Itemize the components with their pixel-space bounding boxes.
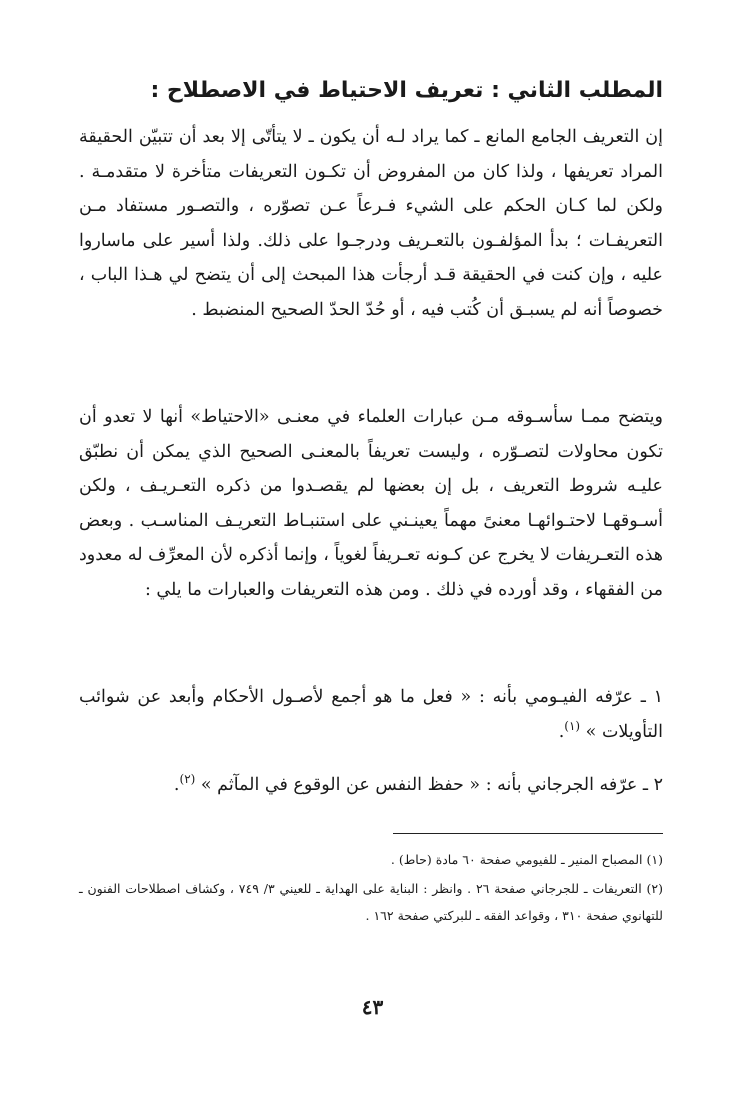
- page-number: ٤٣: [361, 995, 384, 1019]
- footnote-2: (٢) التعريفات ـ للجرجاني صفحة ٢٦ . وانظر : البناية على الهداية ـ للعيني ٣/ ٧٤٩ ، وكشاف اصطلاحات الفنون ـ للتهانوي صفحة ٣١٠ ، وقواعد الفقه ـ للبركتي صفحة ١٦٢ .: [79, 881, 664, 923]
- paragraph-text: ويتضح ممـا سأسـوقه مـن عبارات العلماء في معنـى «الاحتياط» أنها لا تعدو أن تكون محاولات لتصـوّره ، وليست تعريفاً بالمعنـى الصحيح الذي يمكن أن نطبّق عليـه شروط التعريف ، بل إن بعضها لم يقصـدوا من ذكره التعـريـف ، ولكن أسـوقهـا لاحتـوائهـا معنىً مهماً يعينـني على استنبـاط التعريـف المناسـب . وبعض هذه التعـريفات لا يخرج عن كـونه تعـريفاً لغوياً ، وإنما أذكره لأن المعرِّف له معدود من الفقهاء ، وقد أورده في ذلك . ومن هذه التعريفات والعبارات ما يلي :: [79, 407, 663, 600]
- sentence-end: .: [558, 721, 565, 742]
- paragraph-scholars-statements: [79, 400, 663, 608]
- footnote-1: (١) المصباح المنير ـ للفيومي صفحة ٦٠ مادة (حاط) .: [390, 852, 663, 867]
- paragraph-definition-intro: [79, 120, 663, 328]
- footnote-divider: [393, 833, 663, 834]
- definition-text: ٢ ـ عرّفه الجرجاني بأنه : « حفظ النفس عن الوقوع في المآثم »: [200, 775, 663, 795]
- section-heading: المطلب الثاني : تعريف الاحتياط في الاصطلاح :: [150, 78, 663, 103]
- definition-item: [79, 680, 663, 749]
- footnote-reference[interactable]: (١): [564, 718, 581, 733]
- sentence-end: .: [173, 775, 180, 795]
- definition-item-2: [79, 768, 663, 803]
- footnote-reference[interactable]: (٢): [179, 772, 196, 787]
- definition-text: ١ ـ عرّفه الفيـومي بأنه : « فعل ما هو أجمع لأصـول الأحكام وأبعد عن شوائب التأويلات »: [79, 687, 663, 742]
- definition-item-1: [79, 680, 663, 749]
- paragraph-text: إن التعريف الجامع المانع ـ كما يراد لـه أن يكون ـ لا يتأتّى إلا بعد أن تتبيّن الحقيقة المراد تعريفها ، ولذا كان من المفروض أن تكـون التعريفات متأخرة لا متقدمـة . ولكن لما كـان الحكم على الشيء فـرعاً عـن تصوّره ، والتصـور مستفاد مـن التعريفـات ؛ بدأ المؤلفـون بالتعـريف ودرجـوا على ذلك. ولذا أسير على ماساروا عليه ، وإن كنت في الحقيقة قـد أرجأت هذا المبحث إلى أن يتضح لي هـذا الباب ، خصوصاً أنه لم يسبـق أن كُتب فيه ، أو حُدّ الحدّ الصحيح المنضبط .: [79, 127, 663, 320]
- definition-item: [79, 768, 663, 803]
- footnotes: [79, 846, 663, 931]
